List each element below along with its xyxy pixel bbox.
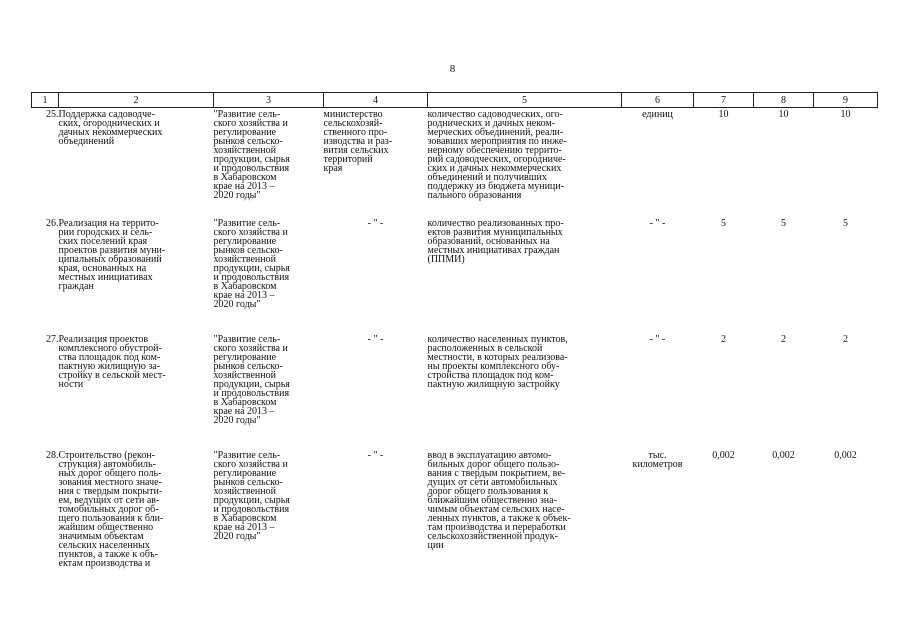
value-col-8: 0,002 [772,450,795,461]
value-col-9: 10 [840,109,851,120]
table-row [32,335,878,451]
value-col-8: 2 [781,334,786,345]
page-number: 8 [449,63,456,75]
indicator-description: количество реализованных про- ектов развития муниципальных образований, основанных на местных инициативах граждан (ППМИ) [427,218,564,265]
header-cell: 3 [214,93,324,108]
executor: - " - [367,218,384,229]
header-cell: 2 [59,93,214,108]
header-cell: 1 [32,93,59,108]
indicator-description: количество населенных пунктов, расположенных в сельской местности, в которых реализова- ны проекты комплексного обу- стройства площадок под ком- пактную жилищную застройку [427,334,568,390]
unit-of-measure: единиц [642,109,673,120]
measure-name: Строительство (рекон- струкция) автомобиль- ных дорог общего поль- зования местного значе- ния с твердым покрыти- ем, ведущих от сети ав- томобильных дорог об- щего пользования к бли- жайшим общественно значимым объектам сельских населенных пунктов, а также к объ- ектам производства и [58,450,164,569]
table-row [32,108,878,220]
value-col-7: 2 [721,334,726,345]
row-number: 27. [46,334,59,345]
table-header-row [32,93,878,108]
indicator-description: количество садоводческих, ого- роднических и дачных неком- мерческих объединений, реали- зовавших мероприятия по инже- нерному обеспечению террито- рий садоводческих, огородниче- ских и дачных некоммерческих объединений и получивших поддержку из бюджета муници- пального образования [427,109,567,201]
unit-of-measure: тыс. километров [632,450,683,470]
program-name: "Развитие сель- ского хозяйства и регулирование рынков сельско- хозяйственной продукции, сырья и продовольствия в Хабаровском крае на 2013 – 2020 годы" [213,450,290,542]
header-cell: 4 [324,93,428,108]
indicators-table [31,92,878,591]
header-cell: 6 [622,93,694,108]
program-name: "Развитие сель- ского хозяйства и регулирование рынков сельско- хозяйственной продукции, сырья и продовольствия в Хабаровском крае на 2013 – 2020 годы" [213,334,290,426]
header-cell: 7 [694,93,754,108]
value-col-9: 0,002 [834,450,857,461]
executor: министерство сельскохозяй- ственного про- изводства и раз- вития сельских территорий края [323,109,393,174]
measure-name: Поддержка садоводче- ских, огороднических и дачных некоммерческих объединений [58,109,163,147]
table-row [32,219,878,335]
value-col-7: 0,002 [712,450,735,461]
unit-of-measure: - " - [649,218,666,229]
value-col-9: 2 [843,334,848,345]
measure-name: Реализация проектов комплексного обустрой- ства площадок под ком- пактную жилищную за- стройку в сельской мест- ности [58,334,166,390]
row-number: 25. [46,109,59,120]
executor: - " - [367,334,384,345]
program-name: "Развитие сель- ского хозяйства и регулирование рынков сельско- хозяйственной продукции, сырья и продовольствия в Хабаровском крае на 2013 – 2020 годы" [213,109,290,201]
unit-of-measure: - " - [649,334,666,345]
table-row [32,451,878,591]
header-cell: 5 [428,93,622,108]
header-cell: 8 [754,93,814,108]
measure-name: Реализация на террито- рии городских и сель- ских поселений края проектов развития муни- ципальных образований края, основанных на местных инициативах граждан [58,218,166,292]
row-number: 26. [46,218,59,229]
value-col-7: 5 [721,218,726,229]
value-col-7: 10 [718,109,729,120]
indicator-description: ввод в эксплуатацию автомо- бильных дорог общего пользо- вания с твердым покрытием, ве- дущих от сети автомобильных дорог общего пользования к ближайшим общественно зна- чимым объектам сельских насе- ленных пунктов, а также к объек- там производства и переработки сельскохозяйственной продук- ции [427,450,571,551]
executor: - " - [367,450,384,461]
program-name: "Развитие сель- ского хозяйства и регулирование рынков сельско- хозяйственной продукции, сырья и продовольствия в Хабаровском крае на 2013 – 2020 годы" [213,218,290,310]
value-col-8: 10 [778,109,789,120]
row-number: 28. [46,450,59,461]
value-col-9: 5 [843,218,848,229]
value-col-8: 5 [781,218,786,229]
header-cell: 9 [814,93,878,108]
